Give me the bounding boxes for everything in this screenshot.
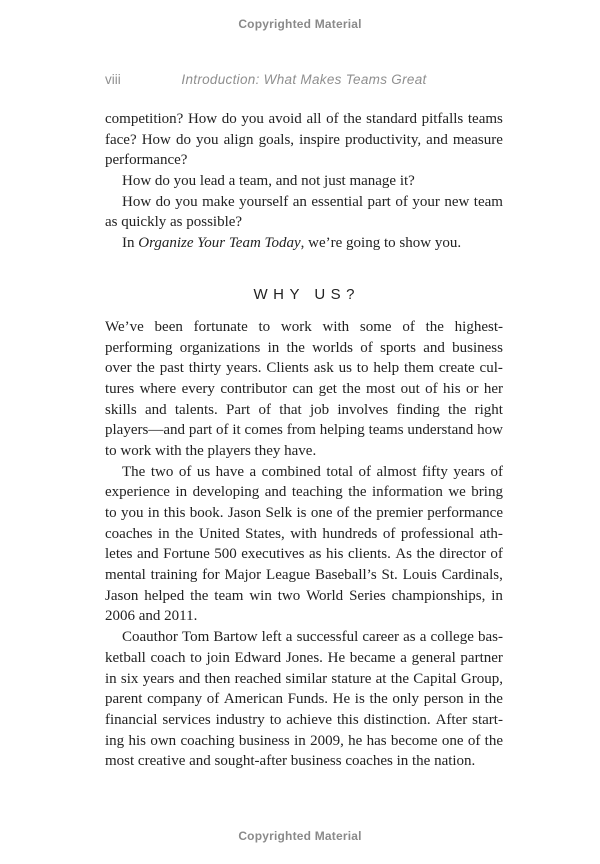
text-line: as quickly as possible? xyxy=(105,214,243,231)
text-line: face? How do you align goals, inspire productivity, and measure xyxy=(105,131,503,148)
text-line: 2006 and 2011. xyxy=(105,608,198,625)
paragraph xyxy=(105,192,503,233)
text-line: ketball coach to join Edward Jones. He became a general partner xyxy=(105,649,503,666)
paragraph xyxy=(105,462,503,628)
text-line: skills and talents. Part of that job involves finding the right xyxy=(105,401,503,418)
text-line: How do you lead a team, and not just manage it? xyxy=(122,173,415,190)
text-line: players—and part of it comes from helping teams understand how xyxy=(105,422,503,439)
intro-section xyxy=(105,109,503,254)
text-line: to you in this book. Jason Selk is one of the premier performance xyxy=(105,505,503,521)
text-line: mental training for Major League Baseball’s St. Louis Cardinals, xyxy=(105,567,503,584)
text-line: coaches in the United States, with hundreds of professional ath- xyxy=(105,525,503,542)
paragraph xyxy=(105,627,503,772)
text-line: We’ve been fortunate to work with some of the highest- xyxy=(105,318,503,335)
page-header xyxy=(105,71,503,89)
text-line: most creative and sought-after business coaches in the nation. xyxy=(105,753,476,770)
text-line: The two of us have a combined total of almost fifty years of xyxy=(122,463,503,480)
book-title-italic: Organize Your Team Today xyxy=(138,235,301,252)
text-line: financial services industry to achieve this distinction. After start- xyxy=(105,711,503,728)
text-line: parent company of American Funds. He is the only person in the xyxy=(105,691,503,708)
paragraph xyxy=(105,171,503,192)
text-line: letes and Fortune 500 executives as his clients. As the director of xyxy=(105,546,503,563)
text-line: to work with the players they have. xyxy=(105,442,317,459)
text-line: tures where every contributor can get the most out of his or her xyxy=(105,380,503,397)
paragraph xyxy=(105,317,503,462)
running-title: Introduction: What Makes Teams Great xyxy=(181,72,427,87)
copyright-notice-bottom: Copyrighted Material xyxy=(238,829,362,843)
text-line: competition? How do you avoid all of the standard pitfalls teams xyxy=(105,111,503,127)
text-line: experience in developing and teaching the information we bring xyxy=(105,484,503,501)
text-line: over the past thirty years. Clients ask us to help them create cul- xyxy=(105,360,503,377)
paragraph xyxy=(105,109,503,171)
section-heading: WHY US? xyxy=(253,285,361,303)
text-line: performance? xyxy=(105,152,188,169)
paragraph xyxy=(105,233,503,254)
text-line: In Organize Your Team Today, we’re going to show you. xyxy=(122,235,462,252)
why-us-section xyxy=(105,317,503,772)
text-line: Coauthor Tom Bartow left a successful career as a college bas- xyxy=(122,629,503,646)
page-body xyxy=(105,109,503,772)
text-line: performing organizations in the worlds of sports and business xyxy=(105,339,503,356)
text-line: Jason helped the team win two World Series championships, in xyxy=(105,587,503,604)
text-line: ing his own coaching business in 2009, he has become one of the xyxy=(105,732,503,749)
text-line: in six years and then reached similar stature at the Capital Group, xyxy=(105,670,503,687)
text-line: How do you make yourself an essential part of your new team xyxy=(122,193,503,210)
page-number: viii xyxy=(105,72,121,87)
copyright-notice-top: Copyrighted Material xyxy=(238,17,362,31)
